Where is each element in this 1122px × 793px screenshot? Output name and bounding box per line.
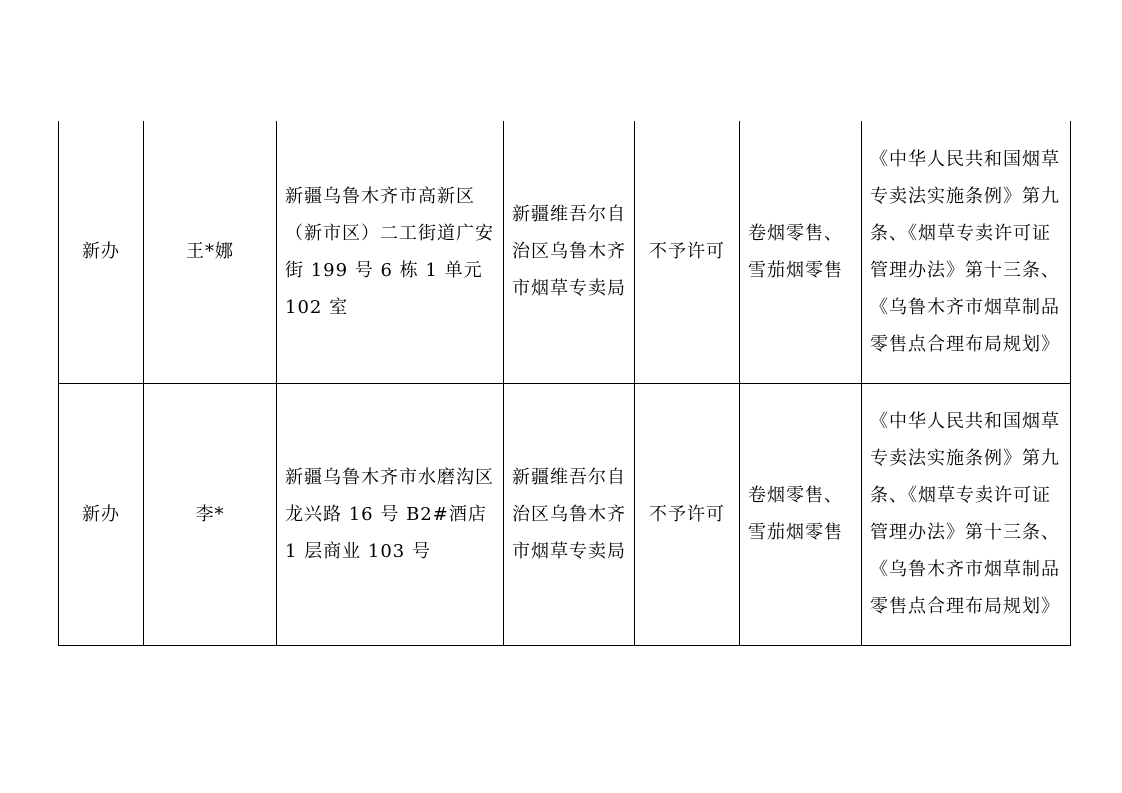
- issuing-authority-cell: 新疆维吾尔自治区乌鲁木齐市烟草专卖局: [504, 121, 635, 383]
- business-scope-cell: 卷烟零售、雪茄烟零售: [740, 383, 862, 645]
- application-type-cell: 新办: [59, 383, 144, 645]
- issuing-authority-cell: 新疆维吾尔自治区乌鲁木齐市烟草专卖局: [504, 383, 635, 645]
- applicant-name-cell: 李*: [144, 383, 277, 645]
- business-scope-cell: 卷烟零售、雪茄烟零售: [740, 121, 862, 383]
- application-type-cell: 新办: [59, 121, 144, 383]
- table-row: [59, 383, 1071, 645]
- legal-basis-cell: 《中华人民共和国烟草专卖法实施条例》第九条、《烟草专卖许可证管理办法》第十三条、《乌鲁木齐市烟草制品零售点合理布局规划》: [862, 121, 1071, 383]
- license-decision-table: [58, 121, 1071, 646]
- legal-basis-cell: 《中华人民共和国烟草专卖法实施条例》第九条、《烟草专卖许可证管理办法》第十三条、《乌鲁木齐市烟草制品零售点合理布局规划》: [862, 383, 1071, 645]
- decision-result-cell: 不予许可: [635, 383, 740, 645]
- business-address-cell: 新疆乌鲁木齐市水磨沟区龙兴路 16 号 B2#酒店 1 层商业 103 号: [277, 383, 504, 645]
- decision-result-cell: 不予许可: [635, 121, 740, 383]
- business-address-cell: 新疆乌鲁木齐市高新区（新市区）二工街道广安街 199 号 6 栋 1 单元 102 室: [277, 121, 504, 383]
- table-row: [59, 121, 1071, 383]
- applicant-name-cell: 王*娜: [144, 121, 277, 383]
